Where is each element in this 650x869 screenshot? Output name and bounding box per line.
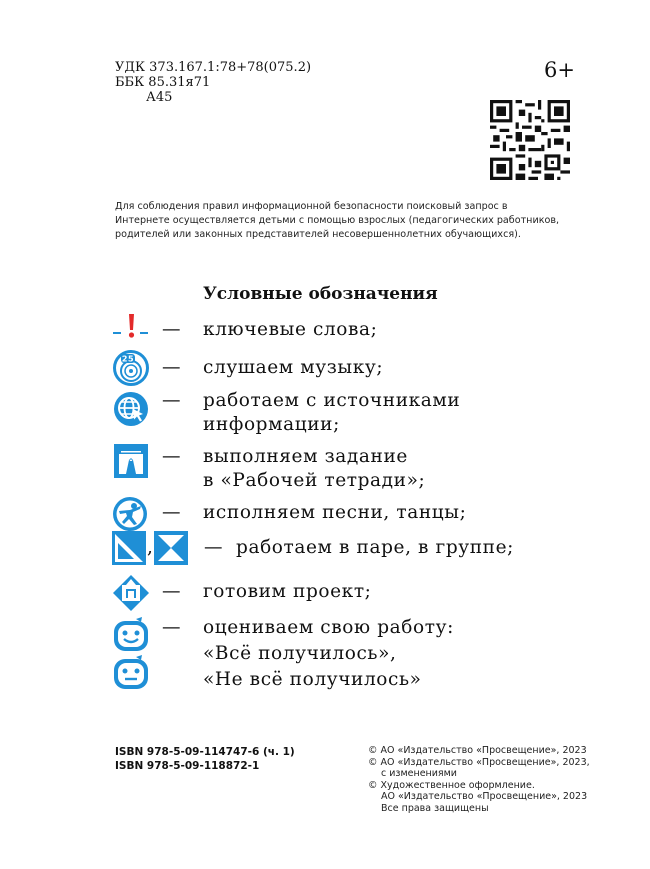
group-work-icon [154,531,188,565]
legend-text-line: выполняем задание [203,446,408,467]
legend-dash: — [162,357,182,378]
legend-text-line: оцениваем свою работу: [203,617,454,638]
qr-code [490,100,570,180]
copyright-line: © АО «Издательство «Просвещение», 2023 [368,745,587,756]
author-code: А45 [146,90,173,105]
legend-text-line: готовим проект; [203,581,372,602]
legend-dash: — [162,390,182,411]
classification-codes [115,60,311,105]
udk-code: УДК 373.167.1:78+78(075.2) [115,60,312,75]
legend-dash: — [162,319,182,340]
legend-text-line: «Не всё получилось» [203,669,422,690]
smiley-faces-icon [112,616,152,694]
copyright-line: Все права защищены [381,802,489,814]
isbn-line: ISBN 978-5-09-114747-6 (ч. 1) [115,746,295,758]
legend-text-line: в «Рабочей тетради»; [203,470,426,491]
isbn-line: ISBN 978-5-09-118872-1 [115,760,260,772]
copyright-line: © АО «Издательство «Просвещение», 2023, [368,756,590,768]
svg-text:25: 25 [121,354,135,364]
legend-dash: — [162,502,182,523]
legend-text-line: «Всё получилось», [203,643,397,664]
copyright-line: с изменениями [381,768,457,779]
pair-work-icon [112,531,146,565]
legend-dash: — [162,581,182,602]
copyright-line: АО «Издательство «Просвещение», 2023 [381,791,588,802]
legend-dash: — [162,446,182,467]
legend-text-line: ключевые слова; [203,319,378,340]
legend-text-line: работаем в паре, в группе; [236,537,514,558]
icon-separator: , [147,537,154,558]
bbk-code: ББК 85.31я71 [115,75,211,90]
music-disc-25-icon [113,350,149,386]
isbn-block [115,745,295,773]
dancer-icon [112,496,148,532]
copyright-line: © Художественное оформление. [368,779,535,791]
globe-cursor-icon [113,391,149,427]
legend-text-line: исполняем песни, танцы; [203,502,467,523]
legend-dash: — [204,537,224,558]
legend-dash: — [162,617,182,638]
legend-title: Условные обозначения [203,284,438,304]
workbook-icon [114,444,148,478]
age-rating: 6+ [544,58,575,82]
legend-text-line: информации; [203,414,340,435]
legend-text-line: работаем с источниками [203,390,461,411]
project-icon [112,574,150,612]
copyright-block [368,745,598,814]
safety-notice: Для соблюдения правил информационной безопасности поисковый запрос в Интернете осуществляется детьми с помощью взрослых (педагогических работников, родителей или законных представителей несовершеннолетних обучающихся). [115,201,560,240]
exclamation-key-words-icon [112,311,154,345]
legend-text-line: слушаем музыку; [203,357,384,378]
